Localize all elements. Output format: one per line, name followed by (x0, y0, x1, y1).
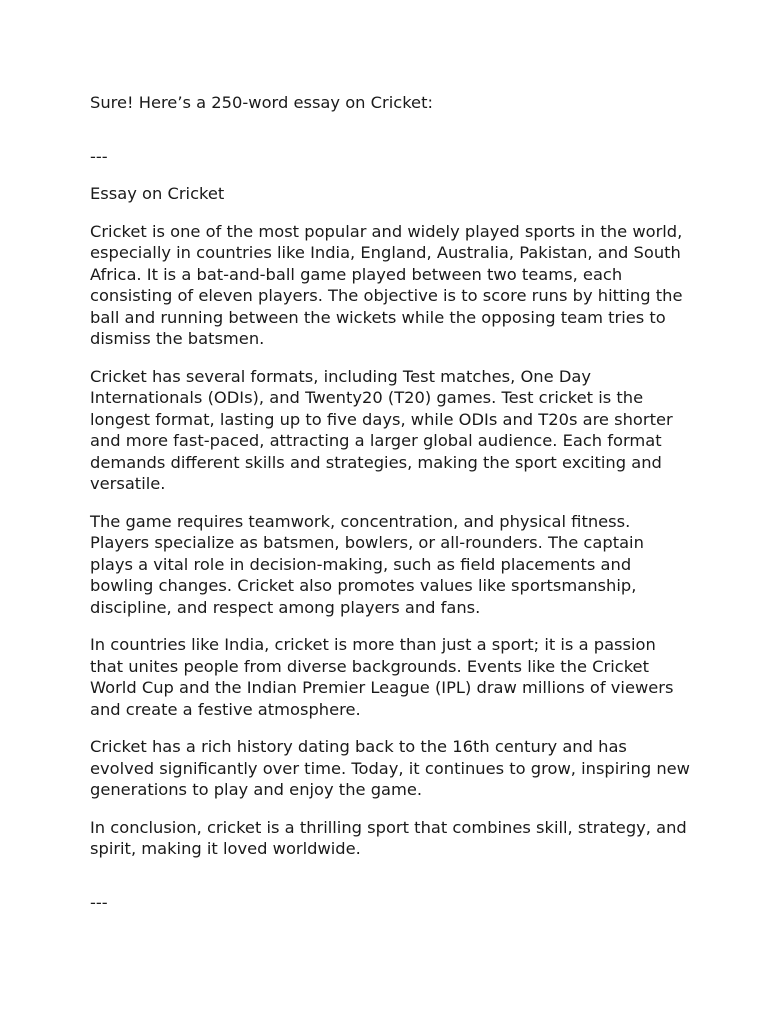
paragraph: Cricket is one of the most popular and widely played sports in the world, especially in countries like India, England, Australia, Pakistan, and South Africa. It is a bat-and-ball game played between two teams, each consisting of eleven players. The objective is to score runs by hitting the ball and running between the wickets while the opposing team tries to dismiss the batsmen. (90, 221, 683, 348)
intro-line: Sure! Here’s a 250-word essay on Cricket: (90, 93, 433, 112)
paragraph: In conclusion, cricket is a thrilling sport that combines skill, strategy, and spirit, making it loved worldwide. (90, 817, 687, 858)
divider-bottom: --- (90, 892, 108, 912)
divider-top: --- (90, 146, 108, 166)
paragraph: Cricket has several formats, including Test matches, One Day Internationals (ODIs), and Twenty20 (T20) games. Test cricket is the longest format, lasting up to five days, while ODIs and T20s are shorter and more fast-paced, attracting a larger global audience. Each format demands different skills and strategies, making the sport exciting and versatile. (90, 366, 673, 493)
paragraph: The game requires teamwork, concentration, and physical fitness. Players specialize as batsmen, bowlers, or all-rounders. The captain plays a vital role in decision-making, such as field placements and bowling changes. Cricket also promotes values like sportsmanship, discipline, and respect among players and fans. (90, 511, 644, 617)
paragraph: In countries like India, cricket is more than just a sport; it is a passion that unites people from diverse backgrounds. Events like the Cricket World Cup and the Indian Premier League (IPL) draw millions of viewers and create a festive atmosphere. (90, 635, 674, 719)
document-page (90, 92, 690, 913)
essay-title: Essay on Cricket (90, 184, 225, 203)
paragraph: Cricket has a rich history dating back to the 16th century and has evolved significantly over time. Today, it continues to grow, inspiring new generations to play and enjoy the game. (90, 737, 690, 799)
